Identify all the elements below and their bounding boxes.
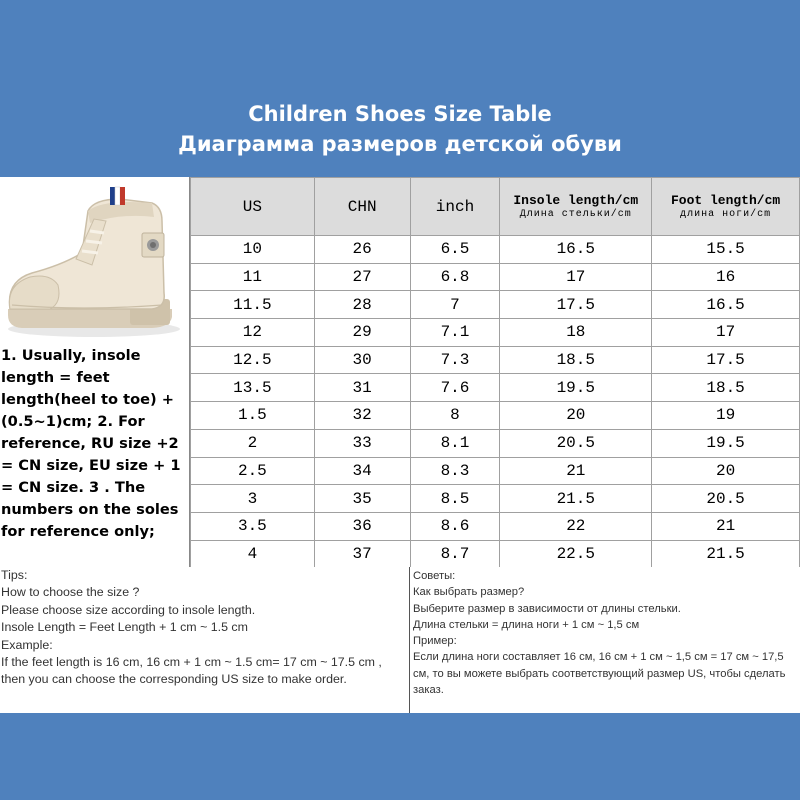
header-us: US: [191, 178, 315, 236]
tips-en-heading: Tips:: [1, 568, 28, 582]
title-block: [0, 100, 800, 160]
cell-inch: 8.1: [410, 429, 500, 457]
table-row: [191, 540, 800, 568]
table-row: [191, 319, 800, 347]
cell-inch: 8.5: [410, 485, 500, 513]
cell-foot: 16: [652, 263, 800, 291]
cell-us: 11: [191, 263, 315, 291]
cell-inch: 8.6: [410, 512, 500, 540]
cell-chn: 34: [314, 457, 410, 485]
cell-chn: 29: [314, 319, 410, 347]
header-insole: [500, 178, 652, 236]
cell-inch: 7.6: [410, 374, 500, 402]
cell-foot: 20: [652, 457, 800, 485]
cell-inch: 8.7: [410, 540, 500, 568]
cell-foot: 21.5: [652, 540, 800, 568]
cell-chn: 28: [314, 291, 410, 319]
cell-foot: 19.5: [652, 429, 800, 457]
tips-en-question: How to choose the size ?: [1, 585, 140, 600]
cell-us: 4: [191, 540, 315, 568]
cell-insole: 18: [500, 319, 652, 347]
tips-ru-example-label: Пример:: [413, 635, 457, 648]
table-row: [191, 512, 800, 540]
tips-ru-formula: Длина стельки = длина ноги + 1 см ~ 1,5 см: [413, 618, 640, 631]
cell-inch: 7.3: [410, 346, 500, 374]
title-russian: Диаграмма размеров детской обуви: [178, 132, 622, 156]
cell-us: 3: [191, 485, 315, 513]
cell-us: 2: [191, 429, 315, 457]
table-header-row: [191, 178, 800, 236]
table-row: [191, 374, 800, 402]
cell-insole: 20: [500, 402, 652, 430]
tips-ru-heading: Советы:: [413, 570, 456, 582]
cell-insole: 16.5: [500, 236, 652, 264]
cell-insole: 17: [500, 263, 652, 291]
cell-chn: 30: [314, 346, 410, 374]
cell-foot: 15.5: [652, 236, 800, 264]
tips-en-advice: Please choose size according to insole length.: [1, 602, 256, 617]
table-row: [191, 291, 800, 319]
cell-insole: 17.5: [500, 291, 652, 319]
tips-en-formula: Insole Length = Feet Length + 1 cm ~ 1.5 cm: [1, 620, 248, 635]
table-row: [191, 429, 800, 457]
header-chn: CHN: [314, 178, 410, 236]
cell-inch: 6.8: [410, 263, 500, 291]
header-insole-ru: Длина стельки/cm: [519, 208, 632, 220]
title-english: Children Shoes Size Table: [248, 102, 552, 126]
cell-chn: 32: [314, 402, 410, 430]
cell-us: 13.5: [191, 374, 315, 402]
cell-foot: 16.5: [652, 291, 800, 319]
size-table: [190, 177, 800, 568]
cell-inch: 7.1: [410, 319, 500, 347]
cell-inch: 8.3: [410, 457, 500, 485]
cell-insole: 21: [500, 457, 652, 485]
cell-insole: 21.5: [500, 485, 652, 513]
cell-us: 3.5: [191, 512, 315, 540]
tips-russian: [410, 567, 800, 713]
size-notes: 1. Usually, insole length = feet length(heel to toe) + (0.5~1)cm; 2. For reference, RU size +2 = CN size, EU size + 1 = CN size. 3 . The numbers on the soles for reference only;: [1, 347, 181, 540]
cell-us: 10: [191, 236, 315, 264]
cell-insole: 18.5: [500, 346, 652, 374]
cell-chn: 36: [314, 512, 410, 540]
cell-chn: 26: [314, 236, 410, 264]
cell-chn: 27: [314, 263, 410, 291]
cell-chn: 31: [314, 374, 410, 402]
cell-foot: 17: [652, 319, 800, 347]
tips-ru-example: Если длина ноги составляет 16 см, 16 см + 1 см ~ 1,5 см = 17 см ~ 17,5 см, то вы можете выбрать соответствующий размер US, чтобы сделать заказ.: [413, 651, 786, 697]
cell-foot: 20.5: [652, 485, 800, 513]
tips-english: [0, 567, 410, 713]
cell-inch: 7: [410, 291, 500, 319]
tips-ru-advice: Выберите размер в зависимости от длины стельки.: [413, 602, 681, 615]
cell-insole: 22: [500, 512, 652, 540]
table-row: [191, 457, 800, 485]
header-insole-en: Insole length/cm: [513, 192, 639, 208]
cell-inch: 8: [410, 402, 500, 430]
cell-chn: 37: [314, 540, 410, 568]
cell-foot: 17.5: [652, 346, 800, 374]
cell-insole: 19.5: [500, 374, 652, 402]
cell-us: 11.5: [191, 291, 315, 319]
header-foot-ru: длина ноги/cm: [680, 208, 772, 220]
cell-us: 1.5: [191, 402, 315, 430]
table-row: [191, 263, 800, 291]
left-panel: [0, 177, 190, 567]
header-inch: inch: [410, 178, 500, 236]
cell-inch: 6.5: [410, 236, 500, 264]
cell-chn: 33: [314, 429, 410, 457]
cell-foot: 21: [652, 512, 800, 540]
table-row: [191, 346, 800, 374]
cell-us: 12.5: [191, 346, 315, 374]
tips-en-example: If the feet length is 16 cm, 16 cm + 1 cm ~ 1.5 cm= 17 cm ~ 17.5 cm , then you can choose the corresponding US size to make order.: [1, 655, 382, 687]
table-row: [191, 485, 800, 513]
cell-foot: 18.5: [652, 374, 800, 402]
header-foot: [652, 178, 800, 236]
boot-image: [2, 181, 188, 341]
table-row: [191, 402, 800, 430]
cell-insole: 20.5: [500, 429, 652, 457]
cell-us: 2.5: [191, 457, 315, 485]
tips-ru-question: Как выбрать размер?: [413, 586, 525, 599]
table-row: [191, 236, 800, 264]
cell-insole: 22.5: [500, 540, 652, 568]
cell-foot: 19: [652, 402, 800, 430]
tips-en-example-label: Example:: [1, 637, 53, 652]
cell-us: 12: [191, 319, 315, 347]
header-foot-en: Foot length/cm: [670, 192, 781, 208]
cell-chn: 35: [314, 485, 410, 513]
